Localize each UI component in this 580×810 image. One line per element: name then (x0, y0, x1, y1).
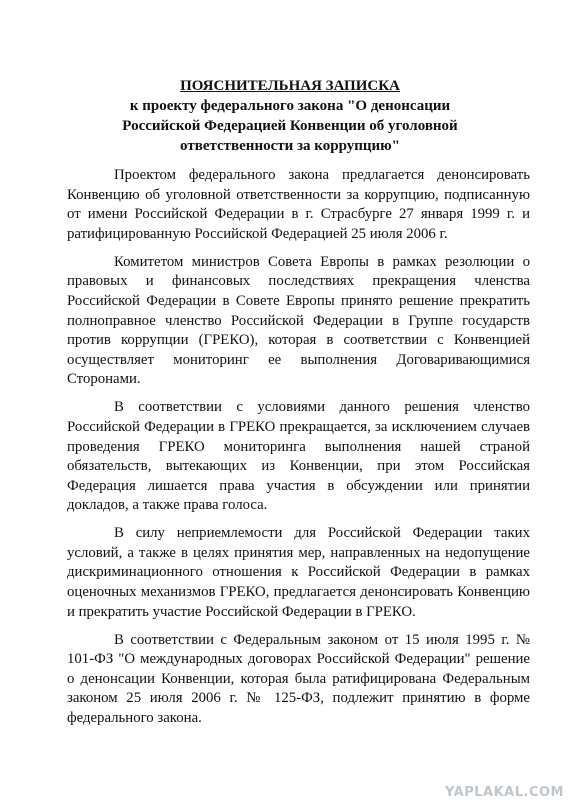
title-line: к проекту федерального закона "О денонсации (129, 98, 451, 114)
document-title (80, 76, 500, 156)
paragraph: Проектом федерального закона предлагается денонсировать Конвенцию об уголовной ответственности за коррупцию, подписанную от имени Российской Федерации в г. Страсбурге 27 января 1999 г. и ратифицированную Российской Федерацией 25 июля 2006 г. (67, 167, 530, 242)
paragraph: В соответствии с Федеральным законом от 15 июля 1995 г. № 101-ФЗ "О международных договорах Российской Федерации" решение о денонсации Конвенции, которая была ратифицирована Федеральным законом 25 июля 2006 г. № 125-ФЗ, подлежит принятию в форме федерального закона. (67, 631, 530, 726)
title-line: ПОЯСНИТЕЛЬНАЯ ЗАПИСКА (180, 78, 400, 94)
title-line: Российской Федерацией Конвенции об уголовной (122, 118, 458, 134)
site-watermark: YAPLAKAL.COM (445, 785, 564, 800)
paragraph: В силу неприемлемости для Российской Федерации таких условий, а также в целях принятия мер, направленных на недопущение дискриминационного отношения к Российской Федерации в рамках оценочных механизмов ГРЕКО, предлагается денонсировать Конвенцию и прекратить участие Российской Федерации в ГРЕКО. (67, 525, 530, 620)
paragraph: В соответствии с условиями данного решения членство Российской Федерации в ГРЕКО прекращается, за исключением случаев проведения ГРЕКО мониторинга выполнения нашей страной обязательств, вытекающих из Конвенции, при этом Российская Федерация лишается права участия в обсуждении или принятии докладов, а также права голоса. (67, 399, 530, 514)
title-line: ответственности за коррупцию" (180, 138, 400, 154)
paragraph: Комитетом министров Совета Европы в рамках резолюции о правовых и финансовых последствиях прекращения членства Российской Федерации в Совете Европы принято решение прекратить полноправное членство Российской Федерации в Группе государств против коррупции (ГРЕКО), которая в соответствии с Конвенцией осуществляет мониторинг ее выполнения Договаривающимися Сторонами. (67, 253, 530, 388)
document-body (67, 166, 530, 737)
